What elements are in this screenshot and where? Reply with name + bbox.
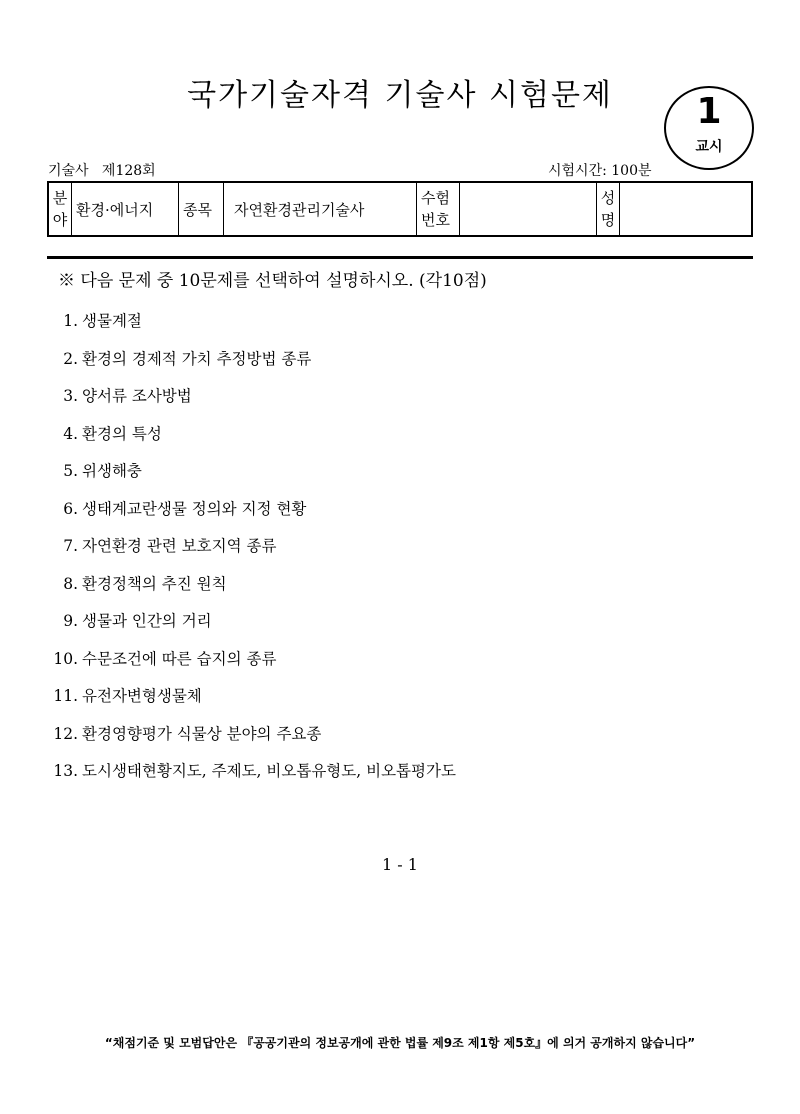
question-number: 7. (63, 537, 78, 555)
question-number: 2. (63, 349, 78, 368)
question-list (40, 310, 456, 798)
question-text: 수문조건에 따른 습지의 종류 (82, 649, 277, 668)
question-item (40, 610, 456, 648)
header-divider (47, 256, 753, 259)
category-label: 종목 (179, 182, 224, 236)
question-item (40, 385, 456, 423)
field-label-line-2: 야 (52, 211, 68, 229)
question-number: 4. (63, 424, 78, 443)
question-number: 13. (53, 762, 78, 780)
question-number: 10. (53, 649, 78, 668)
period-label: 교시 (695, 139, 723, 155)
exam-time: 시험시간: 100분 (548, 163, 652, 179)
question-item (40, 648, 456, 686)
question-text: 자연환경 관련 보호지역 종류 (82, 537, 277, 555)
question-text: 환경의 경제적 가치 추정방법 종류 (82, 349, 312, 368)
question-item (40, 348, 456, 386)
exam-no-input[interactable] (460, 182, 597, 236)
category-value: 자연환경관리기술사 (224, 182, 417, 236)
field-value: 환경·에너지 (72, 182, 179, 236)
exam-no-label-cell (417, 182, 460, 236)
question-text: 생물계절 (82, 312, 142, 330)
footer-notice: “채점기준 및 모범답안은 『공공기관의 정보공개에 관한 법률 제9조 제1항 제5호』에 의거 공개하지 않습니다” (104, 1036, 696, 1050)
question-number: 1. (63, 312, 78, 330)
question-number: 5. (63, 462, 78, 480)
question-text: 생물과 인간의 거리 (82, 612, 212, 630)
question-number: 11. (53, 687, 78, 705)
question-number: 3. (63, 387, 78, 405)
field-label-cell (48, 182, 72, 236)
name-label-cell (597, 182, 620, 236)
question-text: 환경정책의 추진 원칙 (82, 574, 227, 593)
exam-round: 기술사 제128회 (48, 163, 156, 179)
question-text: 환경의 특성 (82, 424, 162, 443)
question-item (40, 760, 456, 798)
question-number: 8. (63, 574, 78, 593)
instruction: ※ 다음 문제 중 10문제를 선택하여 설명하시오. (각10점) (58, 271, 487, 291)
question-text: 생태계교란생물 정의와 지정 현황 (82, 499, 307, 518)
name-label-line-2: 명 (600, 211, 616, 229)
question-item (40, 310, 456, 348)
field-label-line-1: 분 (52, 189, 68, 207)
question-item (40, 535, 456, 573)
question-text: 환경영향평가 식물상 분야의 주요종 (82, 724, 322, 743)
question-number: 9. (63, 612, 78, 630)
question-item (40, 573, 456, 611)
question-text: 유전자변형생물체 (82, 687, 202, 705)
question-item (40, 498, 456, 536)
period-number: 1 (696, 91, 722, 132)
exam-no-label-line-2: 번호 (421, 211, 450, 229)
question-text: 도시생태현황지도, 주제도, 비오톱유형도, 비오톱평가도 (82, 762, 456, 780)
name-label-line-1: 성 (600, 189, 616, 207)
exam-info-table (47, 181, 753, 237)
question-number: 6. (63, 499, 78, 518)
question-number: 12. (53, 724, 78, 743)
question-item (40, 685, 456, 723)
question-item (40, 423, 456, 461)
question-item (40, 460, 456, 498)
question-text: 양서류 조사방법 (82, 387, 192, 405)
page-title: 국가기술자격 기술사 시험문제 (187, 78, 613, 113)
question-item (40, 723, 456, 761)
question-text: 위생해충 (82, 462, 142, 480)
page-number: 1 - 1 (382, 855, 418, 874)
period-badge (664, 86, 754, 170)
exam-no-label-line-1: 수험 (421, 189, 450, 207)
name-input[interactable] (620, 182, 753, 236)
